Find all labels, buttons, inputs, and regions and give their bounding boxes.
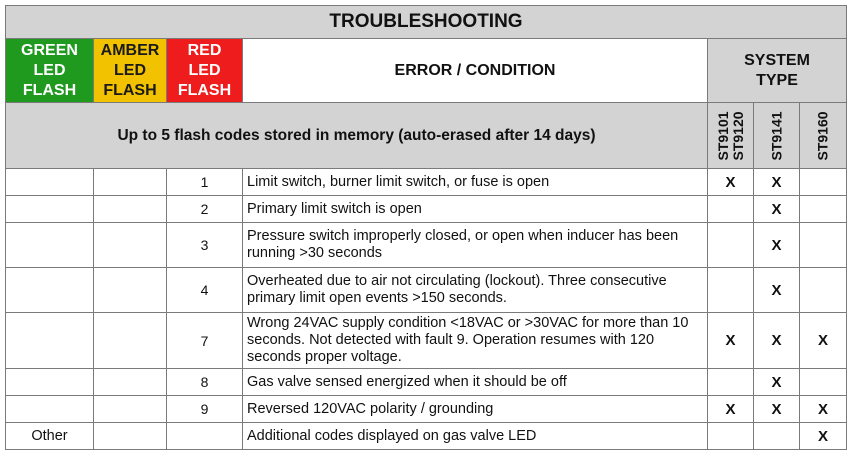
green-flash-cell bbox=[6, 268, 94, 313]
red-flash-code-cell bbox=[167, 423, 243, 450]
condition-cell: Gas valve sensed energized when it should be off bbox=[243, 369, 708, 396]
system-mark-st9160 bbox=[800, 369, 847, 396]
model-st9120: ST9120 bbox=[729, 110, 746, 161]
amber-flash-cell bbox=[94, 313, 167, 369]
red-header-line-2: LED bbox=[188, 61, 221, 79]
system-mark-st9160 bbox=[800, 169, 847, 196]
condition-cell: Pressure switch improperly closed, or open when inducer has been running >30 seconds bbox=[243, 223, 708, 268]
troubleshooting-table bbox=[5, 5, 847, 450]
table-row bbox=[6, 169, 847, 196]
system-mark-st9141: X bbox=[754, 196, 800, 223]
system-mark-st9101-st9120: X bbox=[708, 313, 754, 369]
system-type-line-1: SYSTEM bbox=[744, 51, 810, 69]
red-led-flash-header bbox=[167, 39, 243, 103]
amber-flash-cell bbox=[94, 169, 167, 196]
table-row bbox=[6, 423, 847, 450]
model-label-3 bbox=[816, 111, 831, 160]
green-header-line-1: GREEN bbox=[21, 41, 78, 59]
system-mark-st9160 bbox=[800, 223, 847, 268]
green-flash-cell bbox=[6, 396, 94, 423]
system-mark-st9141: X bbox=[754, 268, 800, 313]
system-mark-st9141: X bbox=[754, 369, 800, 396]
model-st9101: ST9101 bbox=[714, 110, 731, 161]
system-mark-st9101-st9120 bbox=[708, 223, 754, 268]
memory-note: Up to 5 flash codes stored in memory (auto-erased after 14 days) bbox=[6, 103, 708, 169]
table-row bbox=[6, 223, 847, 268]
condition-cell: Overheated due to air not circulating (lockout). Three consecutive primary limit open events >150 seconds. bbox=[243, 268, 708, 313]
red-flash-code-cell: 8 bbox=[167, 369, 243, 396]
system-type-line-2: TYPE bbox=[756, 71, 798, 89]
condition-cell: Limit switch, burner limit switch, or fuse is open bbox=[243, 169, 708, 196]
amber-flash-cell bbox=[94, 369, 167, 396]
green-flash-cell: Other bbox=[6, 423, 94, 450]
amber-header-line-1: AMBER bbox=[100, 41, 160, 59]
system-mark-st9160: X bbox=[800, 423, 847, 450]
condition-cell: Additional codes displayed on gas valve LED bbox=[243, 423, 708, 450]
red-flash-code-cell: 9 bbox=[167, 396, 243, 423]
error-condition-header: ERROR / CONDITION bbox=[243, 39, 708, 103]
model-header-st9160 bbox=[800, 103, 847, 169]
troubleshooting-table-container bbox=[5, 5, 846, 450]
amber-flash-cell bbox=[94, 268, 167, 313]
green-flash-cell bbox=[6, 313, 94, 369]
system-mark-st9160: X bbox=[800, 396, 847, 423]
amber-flash-cell bbox=[94, 396, 167, 423]
model-st9141: ST9141 bbox=[768, 110, 784, 161]
red-flash-code-cell: 7 bbox=[167, 313, 243, 369]
system-mark-st9141: X bbox=[754, 396, 800, 423]
green-flash-cell bbox=[6, 223, 94, 268]
amber-header-line-2: LED bbox=[114, 61, 146, 79]
system-mark-st9160 bbox=[800, 196, 847, 223]
amber-flash-cell bbox=[94, 196, 167, 223]
system-mark-st9141: X bbox=[754, 169, 800, 196]
green-header-line-2: LED bbox=[33, 61, 66, 79]
system-mark-st9101-st9120: X bbox=[708, 396, 754, 423]
green-led-flash-header bbox=[6, 39, 94, 103]
model-header-st9141 bbox=[754, 103, 800, 169]
green-flash-cell bbox=[6, 369, 94, 396]
table-row bbox=[6, 396, 847, 423]
system-mark-st9101-st9120 bbox=[708, 196, 754, 223]
red-flash-code-cell: 1 bbox=[167, 169, 243, 196]
model-st9160: ST9160 bbox=[814, 110, 831, 161]
troubleshooting-rows bbox=[6, 169, 847, 450]
model-label-2 bbox=[769, 111, 784, 160]
system-mark-st9141: X bbox=[754, 223, 800, 268]
red-header-line-3: FLASH bbox=[177, 81, 232, 99]
system-mark-st9101-st9120 bbox=[708, 423, 754, 450]
amber-header-line-3: FLASH bbox=[103, 81, 157, 99]
amber-flash-cell bbox=[94, 423, 167, 450]
green-flash-cell bbox=[6, 196, 94, 223]
condition-cell: Wrong 24VAC supply condition <18VAC or >30VAC for more than 10 seconds. Not detected with fault 9. Operation resumes with 120 seconds proper voltage. bbox=[243, 313, 708, 369]
condition-cell: Reversed 120VAC polarity / grounding bbox=[243, 396, 708, 423]
green-header-line-3: FLASH bbox=[22, 81, 77, 99]
amber-led-flash-header bbox=[94, 39, 167, 103]
system-mark-st9141 bbox=[754, 423, 800, 450]
table-title: TROUBLESHOOTING bbox=[6, 6, 847, 39]
red-header-line-1: RED bbox=[187, 41, 222, 59]
amber-flash-cell bbox=[94, 223, 167, 268]
system-mark-st9160 bbox=[800, 268, 847, 313]
table-row bbox=[6, 196, 847, 223]
table-row bbox=[6, 268, 847, 313]
table-row bbox=[6, 369, 847, 396]
model-label-1 bbox=[716, 111, 746, 160]
system-mark-st9101-st9120: X bbox=[708, 169, 754, 196]
red-flash-code-cell: 3 bbox=[167, 223, 243, 268]
table-row bbox=[6, 313, 847, 369]
red-flash-code-cell: 4 bbox=[167, 268, 243, 313]
system-mark-st9101-st9120 bbox=[708, 268, 754, 313]
red-flash-code-cell: 2 bbox=[167, 196, 243, 223]
system-type-header bbox=[708, 39, 847, 103]
green-flash-cell bbox=[6, 169, 94, 196]
system-mark-st9141: X bbox=[754, 313, 800, 369]
system-mark-st9160: X bbox=[800, 313, 847, 369]
condition-cell: Primary limit switch is open bbox=[243, 196, 708, 223]
system-mark-st9101-st9120 bbox=[708, 369, 754, 396]
model-header-st9101-st9120 bbox=[708, 103, 754, 169]
